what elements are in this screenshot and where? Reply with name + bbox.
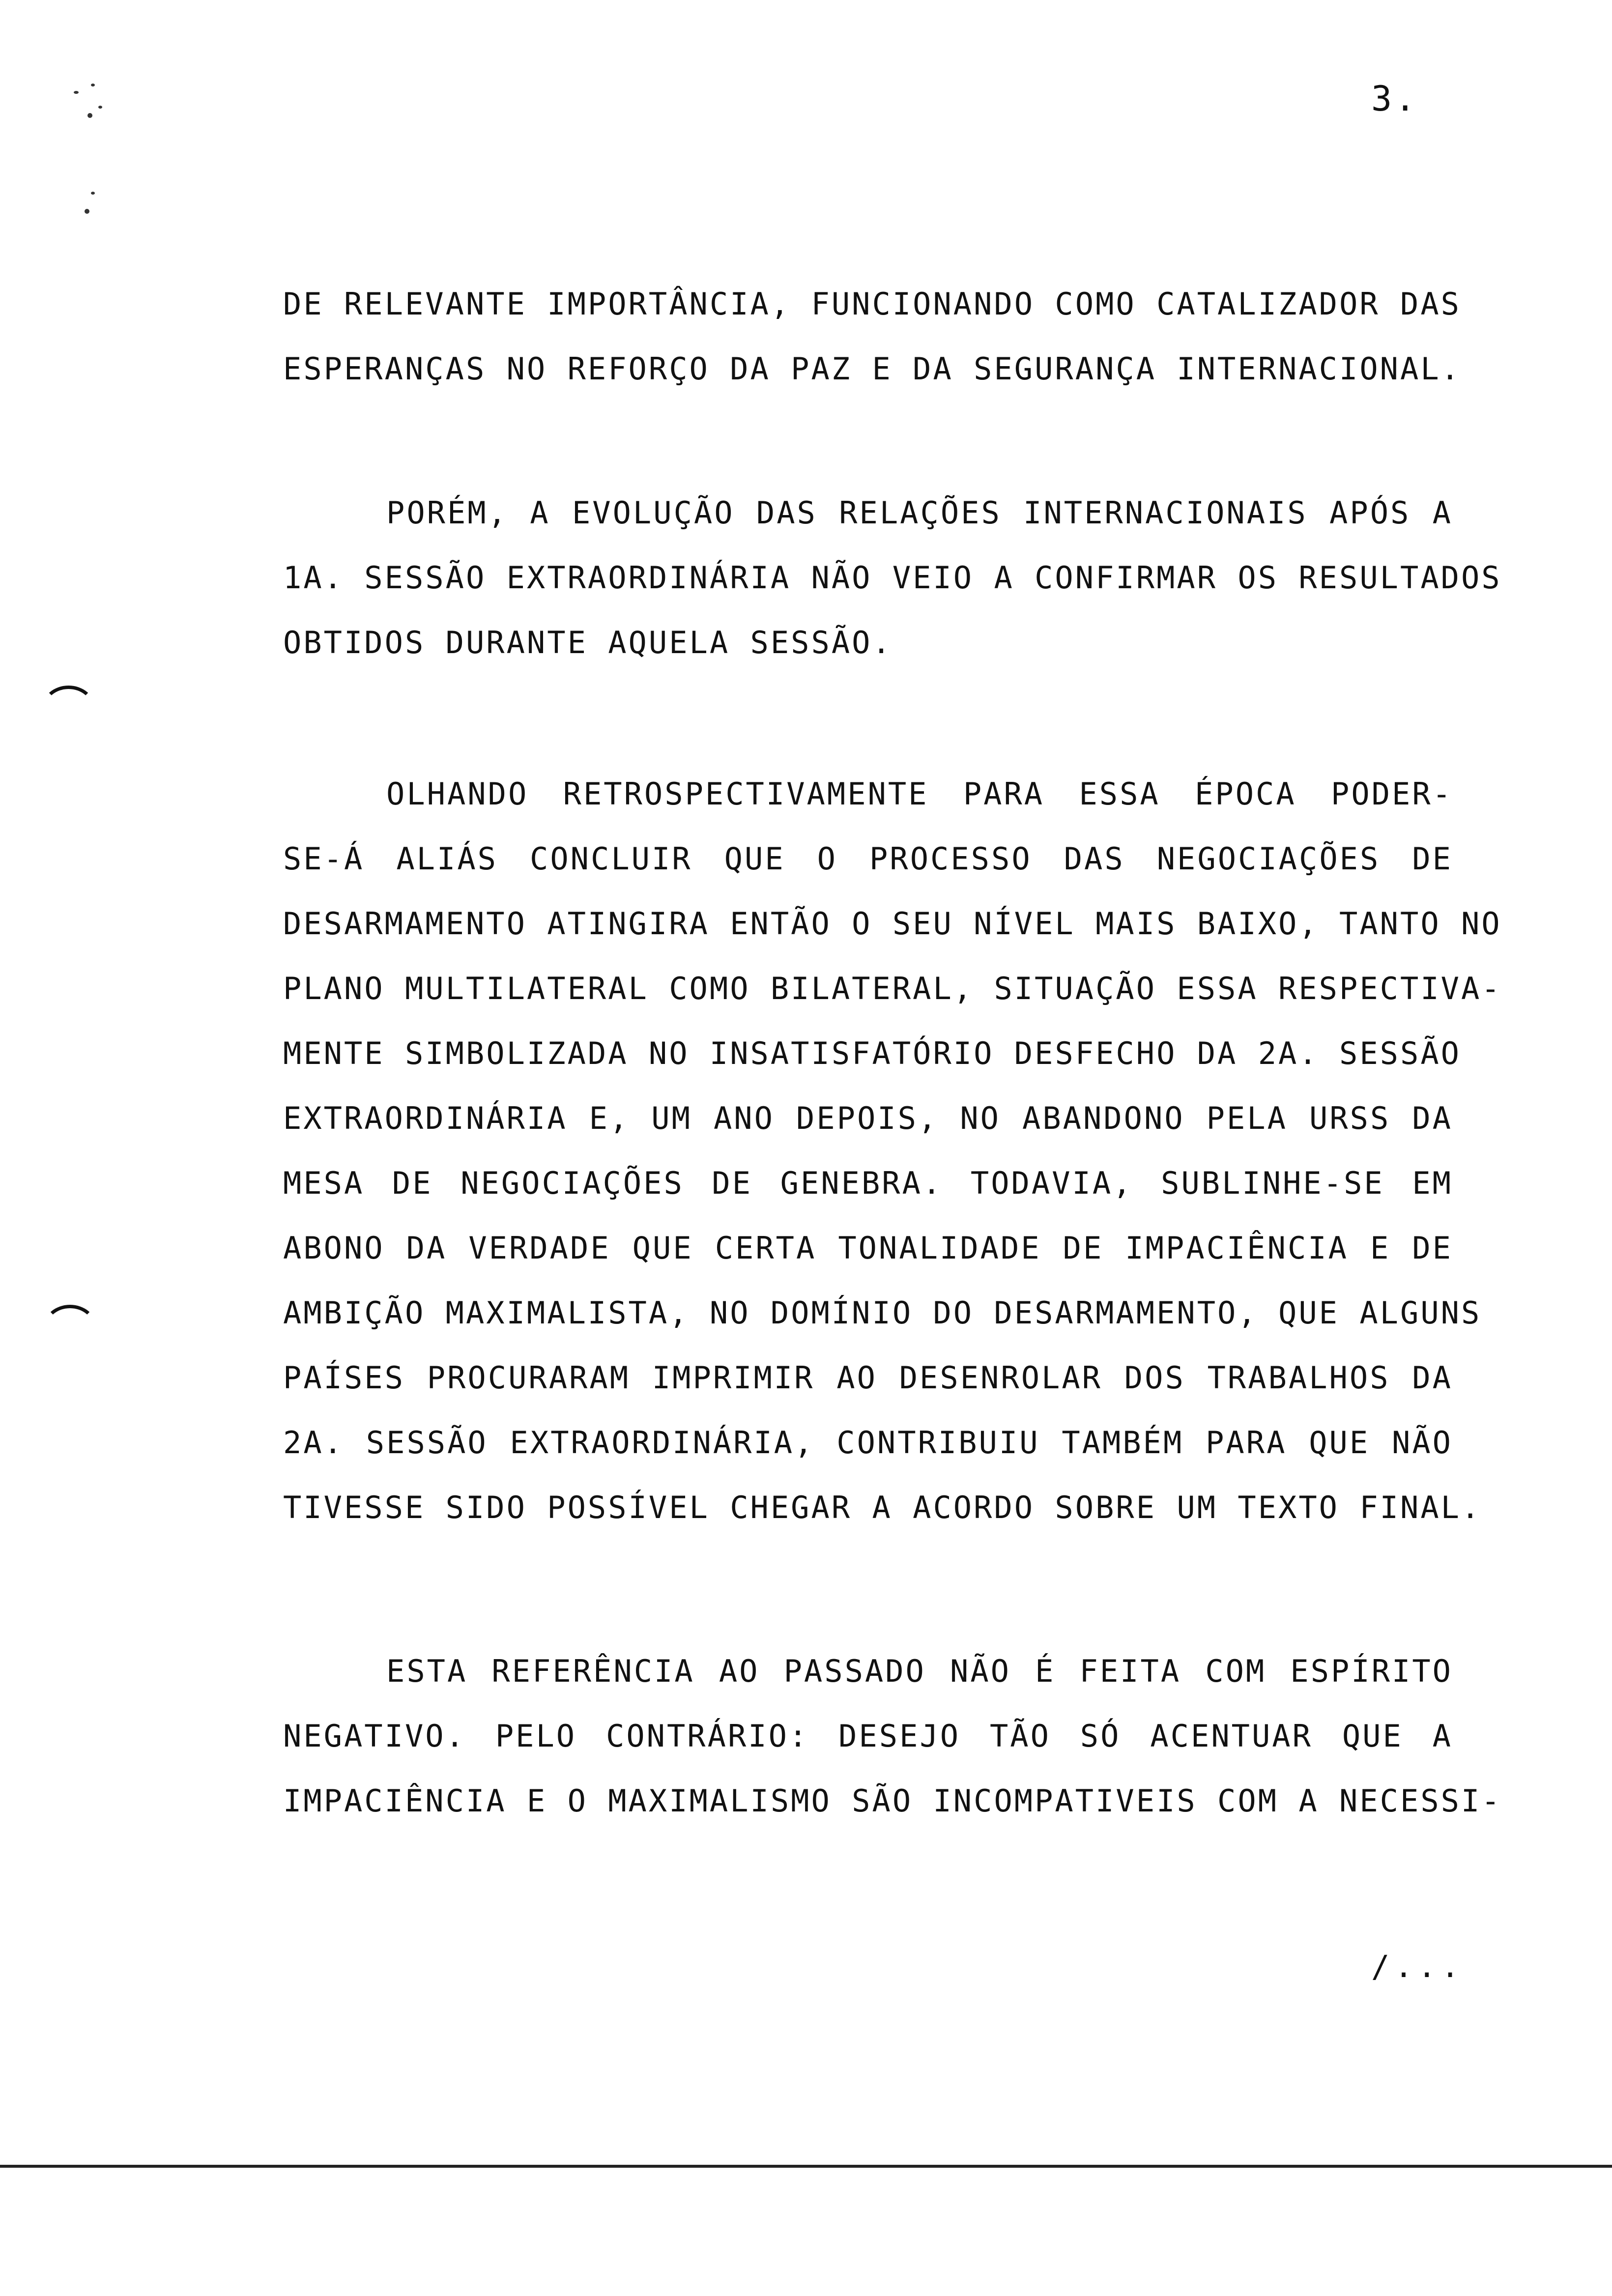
- scan-speck: [85, 209, 89, 214]
- text-line: NEGATIVO. PELO CONTRÁRIO: DESEJO TÃO SÓ ACENTUAR QUE A: [283, 1718, 1453, 1754]
- paragraph-4: [283, 1639, 1502, 1834]
- text-line: SE-Á ALIÁS CONCLUIR QUE O PROCESSO DAS NEGOCIAÇÕES DE: [283, 841, 1453, 877]
- text-line: ESTA REFERÊNCIA AO PASSADO NÃO É FEITA COM ESPÍRITO: [386, 1653, 1453, 1689]
- text-line: 1A. SESSÃO EXTRAORDINÁRIA NÃO VEIO A CONFIRMAR OS RESULTADOS: [283, 560, 1502, 596]
- paragraph-3: [283, 762, 1502, 1540]
- text-line: 2A. SESSÃO EXTRAORDINÁRIA, CONTRIBUIU TAMBÉM PARA QUE NÃO: [283, 1425, 1453, 1461]
- text-line: EXTRAORDINÁRIA E, UM ANO DEPOIS, NO ABANDONO PELA URSS DA: [283, 1100, 1453, 1136]
- scan-speck: [87, 113, 92, 118]
- paragraph-2: [283, 481, 1502, 675]
- scan-speck: [91, 84, 95, 86]
- scan-speck: [98, 106, 102, 109]
- punch-hole-mark: [42, 686, 95, 732]
- text-line: MENTE SIMBOLIZADA NO INSATISFATÓRIO DESFECHO DA 2A. SESSÃO: [283, 1035, 1461, 1071]
- text-line: AMBIÇÃO MAXIMALISTA, NO DOMÍNIO DO DESARMAMENTO, QUE ALGUNS: [283, 1295, 1482, 1331]
- text-line: DE RELEVANTE IMPORTÂNCIA, FUNCIONANDO COMO CATALIZADOR DAS: [283, 286, 1461, 322]
- text-line: OLHANDO RETROSPECTIVAMENTE PARA ESSA ÉPOCA PODER-: [386, 776, 1453, 812]
- text-line: PAÍSES PROCURARAM IMPRIMIR AO DESENROLAR DOS TRABALHOS DA: [283, 1360, 1453, 1396]
- text-line: ESPERANÇAS NO REFORÇO DA PAZ E DA SEGURANÇA INTERNACIONAL.: [283, 351, 1461, 387]
- text-line: PLANO MULTILATERAL COMO BILATERAL, SITUAÇÃO ESSA RESPECTIVA-: [283, 971, 1502, 1006]
- punch-hole-mark: [43, 1305, 97, 1351]
- text-line: MESA DE NEGOCIAÇÕES DE GENEBRA. TODAVIA, SUBLINHE-SE EM: [283, 1165, 1453, 1201]
- scan-speck: [91, 192, 95, 195]
- text-line: PORÉM, A EVOLUÇÃO DAS RELAÇÕES INTERNACIONAIS APÓS A: [386, 495, 1453, 531]
- continuation-mark: /...: [1371, 1949, 1465, 1984]
- text-line: DESARMAMENTO ATINGIRA ENTÃO O SEU NÍVEL MAIS BAIXO, TANTO NO: [283, 906, 1502, 942]
- paragraph-1: [283, 272, 1461, 402]
- footer-rule: [0, 2165, 1612, 2168]
- page-number: 3.: [1371, 79, 1419, 119]
- text-line: TIVESSE SIDO POSSÍVEL CHEGAR A ACORDO SOBRE UM TEXTO FINAL.: [283, 1490, 1482, 1525]
- text-line: ABONO DA VERDADE QUE CERTA TONALIDADE DE IMPACIÊNCIA E DE: [283, 1230, 1453, 1266]
- scan-speck: [74, 91, 79, 94]
- text-line: IMPACIÊNCIA E O MAXIMALISMO SÃO INCOMPATIVEIS COM A NECESSI-: [283, 1783, 1502, 1819]
- text-line: OBTIDOS DURANTE AQUELA SESSÃO.: [283, 625, 892, 660]
